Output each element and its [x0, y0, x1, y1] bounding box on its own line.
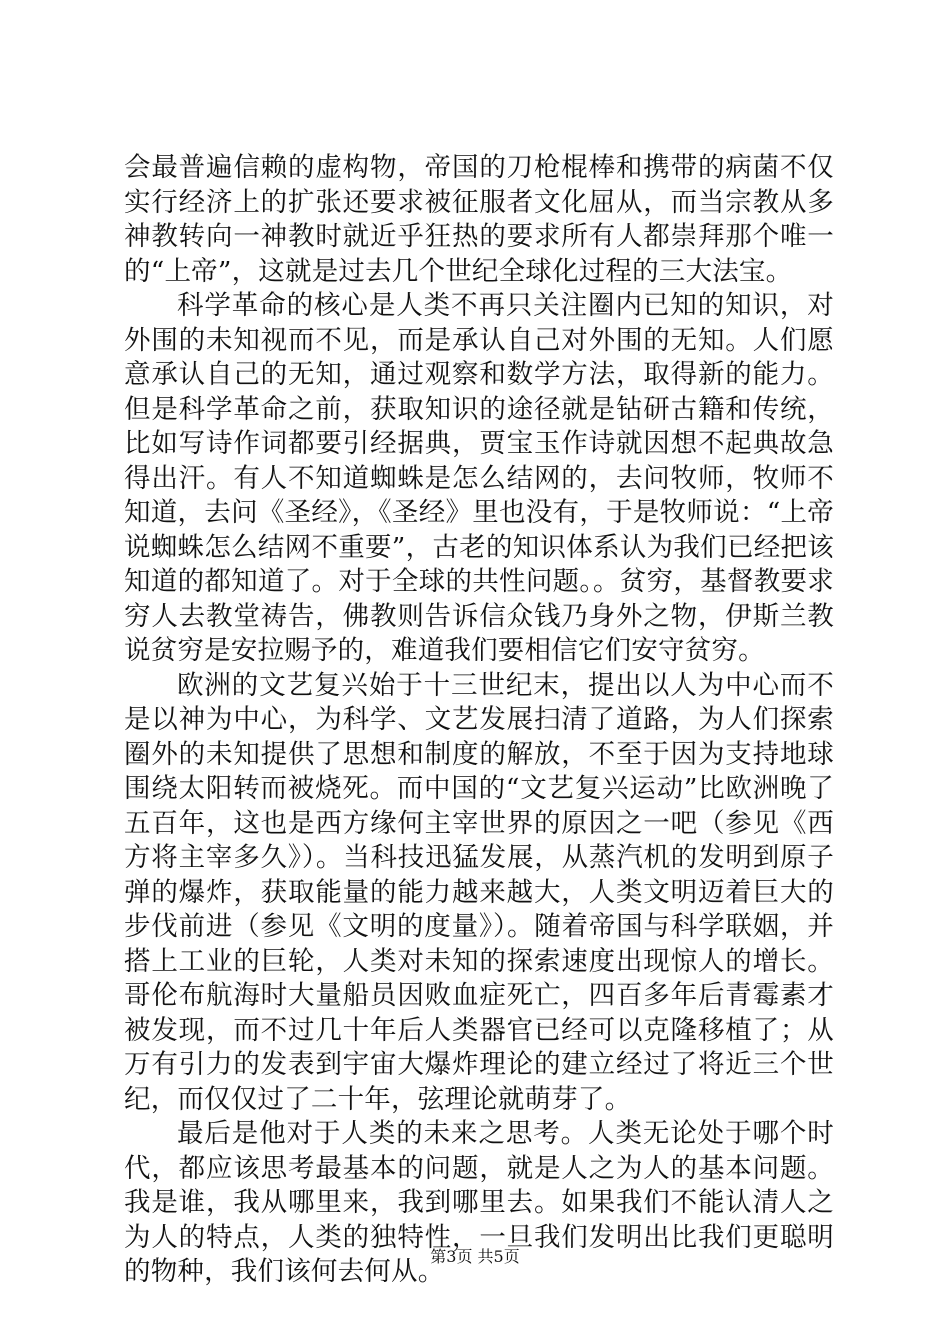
paragraph-3: 欧洲的文艺复兴始于十三世纪末，提出以人为中心而不是以神为中心，为科学、文艺发展扫清了道路，为人们探索圈外的未知提供了思想和制度的解放，不至于因为支持地球围绕太阳转而被烧死。而中国的“文艺复兴运动”比欧洲晚了五百年，这也是西方缘何主宰世界的原因之一吧（参见《西方将主宰多久》）。当科技迅猛发展，从蒸汽机的发明到原子弹的爆炸，获取能量的能力越来越大，人类文明迈着巨大的步伐前进（参见《文明的度量》）。随着帝国与科学联姻，并搭上工业的巨轮，人类对未知的探索速度出现惊人的增长。哥伦布航海时大量船员因败血症死亡，四百多年后青霉素才被发现，而不过几十年后人类器官已经可以克隆移植了；从万有引力的发表到宇宙大爆炸理论的建立经过了将近三个世纪，而仅仅过了二十年，弦理论就萌芽了。 — [124, 669, 834, 1115]
paragraph-4: 最后是他对于人类的未来之思考。人类无论处于哪个时代，都应该思考最基本的问题，就是人之为人的基本问题。我是谁，我从哪里来，我到哪里去。如果我们不能认清人之为人的特点，人类的独特性，一旦我们发明出比我们更聪明的物种，我们该何去何从。 — [124, 1118, 834, 1287]
paragraph-2: 科学革命的核心是人类不再只关注圈内已知的知识，对外围的未知视而不见，而是承认自己对外围的无知。人们愿意承认自己的无知，通过观察和数学方法，取得新的能力。但是科学革命之前，获取知识的途径就是钻研古籍和传统，比如写诗作词都要引经据典，贾宝玉作诗就因想不起典故急得出汗。有人不知道蜘蛛是怎么结网的，去问牧师，牧师不知道，去问《圣经》，《圣经》里也没有，于是牧师说：“上帝说蜘蛛怎么结网不重要”，古老的知识体系认为我们已经把该知道的都知道了。对于全球的共性问题。。贫穷，基督教要求穷人去教堂祷告，佛教则告诉信众钱乃身外之物，伊斯兰教说贫穷是安拉赐予的，难道我们要相信它们安守贫穷。 — [124, 290, 834, 666]
document-body — [124, 151, 834, 1290]
paragraph-1: 会最普遍信赖的虚构物，帝国的刀枪棍棒和携带的病菌不仅实行经济上的扩张还要求被征服者文化屈从，而当宗教从多神教转向一神教时就近乎狂热的要求所有人都崇拜那个唯一的“上帝”，这就是过去几个世纪全球化过程的三大法宝。 — [124, 152, 834, 287]
page-number-footer: 第3页 共5页 — [430, 1247, 520, 1266]
